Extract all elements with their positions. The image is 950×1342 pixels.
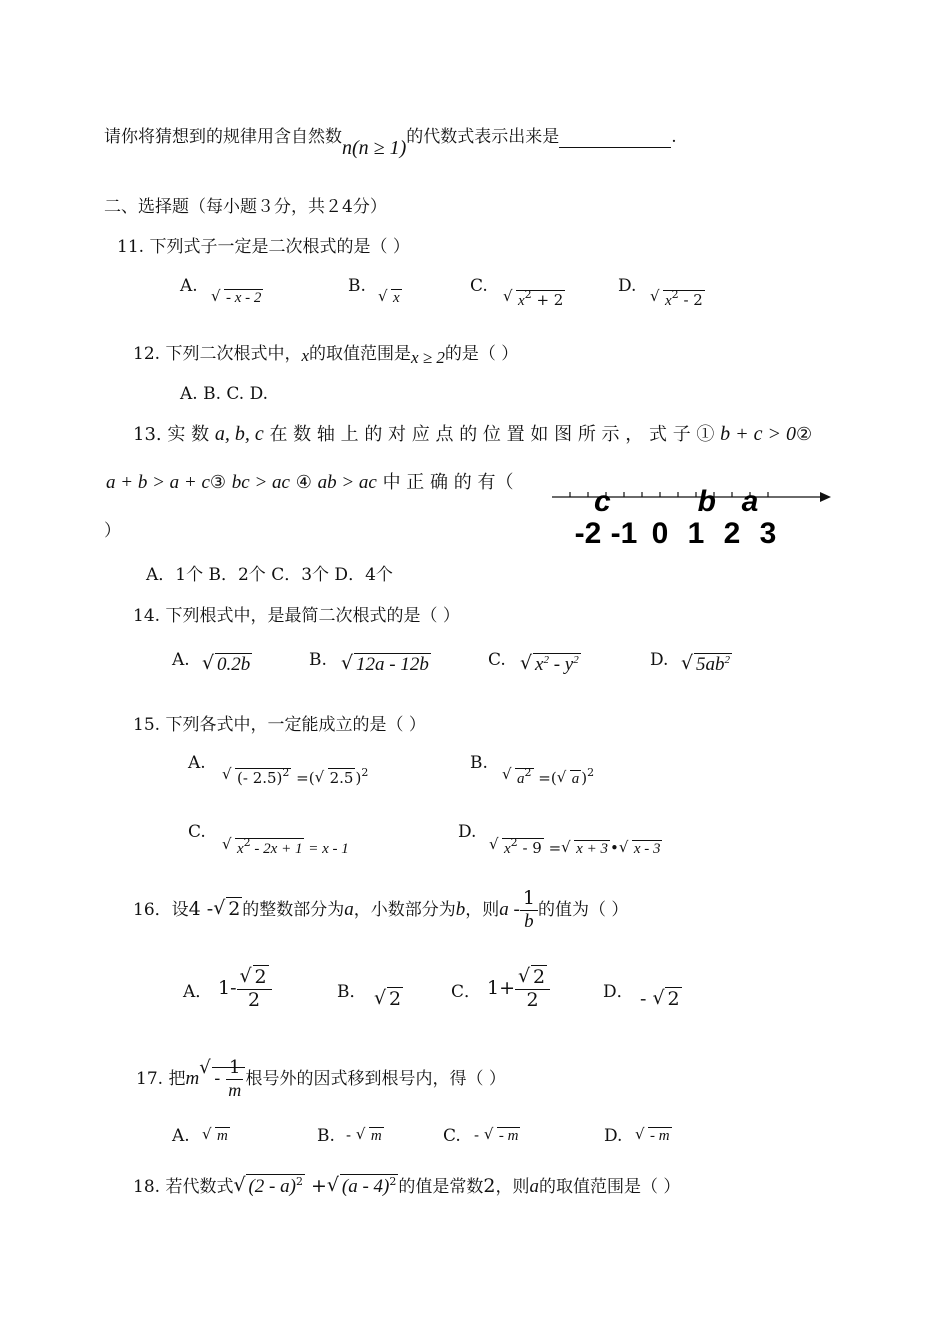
q15-option-b: √ $a^2$ =(√ a )$^2$ <box>502 766 594 788</box>
q11-stem: 11. 下列式子一定是二次根式的是（ ） <box>117 237 410 257</box>
intro-end: . <box>671 127 677 147</box>
q15-option-a: √ (- 2.5)$^2$ =(√ 2.5 )$^2$ <box>222 766 368 787</box>
q14-option-b: √ 12a - 12b <box>341 653 431 677</box>
q17-option-d: √ - m <box>635 1126 672 1145</box>
q15-option-a-label: A. <box>188 753 206 773</box>
q15-option-c: √ $x^2 - 2x + 1 = x - 1$ <box>222 836 349 858</box>
q14-option-c-label: C. <box>488 650 506 670</box>
q11-option-d-label: D. <box>618 276 637 296</box>
q17-option-c-label: C. <box>443 1126 461 1146</box>
section-title: 二、选择题（每小题３分，共２4分） <box>104 197 387 217</box>
q17-option-a: √ m <box>202 1126 230 1145</box>
answer-blank[interactable] <box>559 129 671 148</box>
q11-option-c: √ $x^2 + 2$ <box>503 288 565 310</box>
q14-option-d: √ $5ab^2$ <box>681 653 732 677</box>
q16-option-d: - √ 2 <box>640 988 682 1011</box>
axis-tick-label: 0 <box>651 517 669 550</box>
q15-option-b-label: B. <box>470 753 488 773</box>
q12-options: A. B. C. D. <box>180 384 269 404</box>
q15-option-d: √ $x^2 - 9$ =√ x + 3 •√ x - 3 <box>489 836 662 858</box>
q17-stem: 17. 把m√ - $\frac{1}{m}$ 根号外的因式移到根号内，得（ ） <box>136 1058 506 1100</box>
axis-arrow <box>820 492 831 502</box>
q13-stem-line1: 13. 实 数 a, b, c 在 数 轴 上 的 对 应 点 的 位 置 如 图 所 示 ， 式 子 ① b + c > 0② <box>133 423 813 445</box>
q16-stem: 16．设4 -√ 2 的整数部分为a，小数部分为b，则a - $\frac{1}{b}$ 的值为（ ） <box>133 888 628 933</box>
q12-stem: 12. 下列二次根式中，x的取值范围是x ≥ 2的是（ ） <box>133 344 519 367</box>
q11-option-a: √ - x - 2 <box>211 288 263 307</box>
q16-option-c: 1+ √ $\frac{2}{2}$ <box>487 966 550 1012</box>
q17-option-a-label: A. <box>172 1126 190 1146</box>
q15-stem: 15. 下列各式中，一定能成立的是（ ） <box>133 715 426 735</box>
axis-point-a: a <box>741 485 759 518</box>
q14-option-b-label: B. <box>309 650 327 670</box>
axis-tick-label: -1 <box>610 517 638 550</box>
q16-option-c-label: C． <box>451 982 482 1002</box>
q15-option-c-label: C. <box>188 822 206 842</box>
axis-point-b: b <box>697 485 716 518</box>
axis-tick-label: -2 <box>574 517 602 550</box>
q11-option-a-label: A. <box>180 276 198 296</box>
number-line <box>548 470 838 550</box>
q13-stem-line2: a + b > a + c③ bc > ac ④ ab > ac 中 正 确 的 有（ <box>106 472 514 493</box>
q13-options: A．1个 B．2个 C．3个 D．4个 <box>146 565 393 585</box>
q11-option-d: √ $x^2 - 2$ <box>650 288 705 310</box>
q14-option-a-label: A. <box>172 650 190 670</box>
axis-tick-label: 2 <box>723 517 741 550</box>
q17-option-b-label: B. <box>317 1126 335 1146</box>
q18-stem: 18. 若代数式√ (2 - a)$^2$ +√ (a - 4)$^2$ 的值是常数2，则a的取值范围是（ ） <box>133 1172 680 1199</box>
q15-option-d-label: D. <box>458 822 477 842</box>
intro-expr: n(n ≥ 1) <box>342 137 407 159</box>
q16-option-b: √ 2 <box>374 988 403 1011</box>
axis-tick-label: 1 <box>687 517 705 550</box>
q11-option-b: √ x <box>378 288 402 307</box>
q11-option-c-label: C. <box>470 276 488 296</box>
q17-option-d-label: D. <box>604 1126 623 1146</box>
q16-option-b-label: B． <box>337 982 367 1002</box>
q14-option-a: √ 0.2b <box>202 653 252 677</box>
q14-option-d-label: D. <box>650 650 669 670</box>
q16-option-a: 1- √ $\frac{2}{2}$ <box>218 966 272 1012</box>
intro-text-before: 请你将猜想到的规律用含自然数 <box>104 127 342 147</box>
q14-stem: 14. 下列根式中，是最简二次根式的是（ ） <box>133 606 460 626</box>
q17-option-c: - √ - m <box>474 1126 520 1145</box>
q16-option-d-label: D． <box>603 982 634 1002</box>
q11-option-b-label: B. <box>348 276 366 296</box>
q13-paren: ） <box>104 521 121 541</box>
q16-option-a-label: A． <box>183 982 213 1002</box>
intro-line <box>104 122 677 159</box>
axis-tick-label: 3 <box>759 517 777 550</box>
intro-text-after: 的代数式表示出来是 <box>406 127 560 147</box>
q17-option-b: - √ m <box>346 1126 384 1145</box>
axis-point-c: c <box>594 485 611 518</box>
q14-option-c: √ $x^2 - y^2$ <box>520 653 581 677</box>
